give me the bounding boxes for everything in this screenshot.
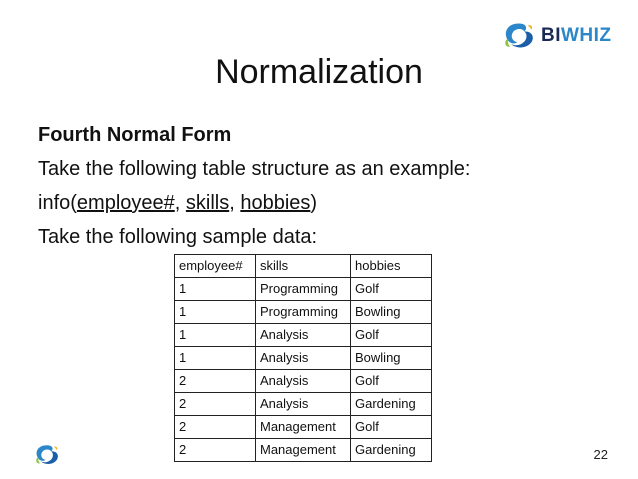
table-row — [175, 347, 432, 370]
sample-data-table — [174, 254, 432, 462]
table-cell: Golf — [351, 324, 432, 347]
table-cell: 2 — [175, 370, 256, 393]
table-cell: Programming — [256, 301, 351, 324]
field-skills: skills — [185, 192, 230, 214]
table-cell: Golf — [351, 278, 432, 301]
table-row — [175, 324, 432, 347]
table-cell: Programming — [256, 278, 351, 301]
table-cell: 2 — [175, 393, 256, 416]
separator: , — [229, 192, 241, 214]
table-row — [175, 370, 432, 393]
table-row — [175, 439, 432, 462]
table-cell: 2 — [175, 439, 256, 462]
biwhiz-footer-logo-icon — [33, 442, 61, 468]
table-cell: Analysis — [256, 393, 351, 416]
table-cell: Golf — [351, 416, 432, 439]
table-cell: 2 — [175, 416, 256, 439]
table-header-row — [175, 255, 432, 278]
table-cell: 1 — [175, 324, 256, 347]
field-employee: employee# — [76, 192, 175, 214]
table-row — [175, 416, 432, 439]
table-cell: Bowling — [351, 347, 432, 370]
section-heading: Fourth Normal Form — [38, 124, 232, 146]
brand-logo — [501, 20, 612, 52]
table-cell: Golf — [351, 370, 432, 393]
table-cell: 1 — [175, 278, 256, 301]
table-cell: Gardening — [351, 393, 432, 416]
table-row — [175, 393, 432, 416]
table-cell: Bowling — [351, 301, 432, 324]
table-cell: Analysis — [256, 324, 351, 347]
table-cell: Analysis — [256, 370, 351, 393]
table-cell: 1 — [175, 301, 256, 324]
slide-title: Normalization — [215, 53, 423, 91]
table-header-cell: skills — [256, 255, 351, 278]
biwhiz-logo-icon — [501, 20, 537, 52]
table-cell: Management — [256, 416, 351, 439]
brand-name-bi: BI — [541, 25, 561, 46]
structure-suffix: ) — [310, 192, 318, 214]
separator: , — [174, 192, 186, 214]
table-cell: Management — [256, 439, 351, 462]
slide-body — [38, 118, 470, 254]
table-row — [175, 301, 432, 324]
field-hobbies: hobbies — [240, 192, 311, 214]
table-cell: 1 — [175, 347, 256, 370]
table-cell: Gardening — [351, 439, 432, 462]
page-number: 22 — [593, 447, 608, 462]
table-cell: Analysis — [256, 347, 351, 370]
body-line-3: Take the following sample data: — [38, 226, 318, 248]
structure-prefix: info( — [38, 192, 77, 214]
brand-name-whiz: WHIZ — [561, 25, 612, 46]
body-line-2 — [38, 186, 470, 220]
table-row — [175, 278, 432, 301]
table-header-cell: employee# — [175, 255, 256, 278]
body-line-1: Take the following table structure as an example: — [38, 158, 471, 180]
table-header-cell: hobbies — [351, 255, 432, 278]
